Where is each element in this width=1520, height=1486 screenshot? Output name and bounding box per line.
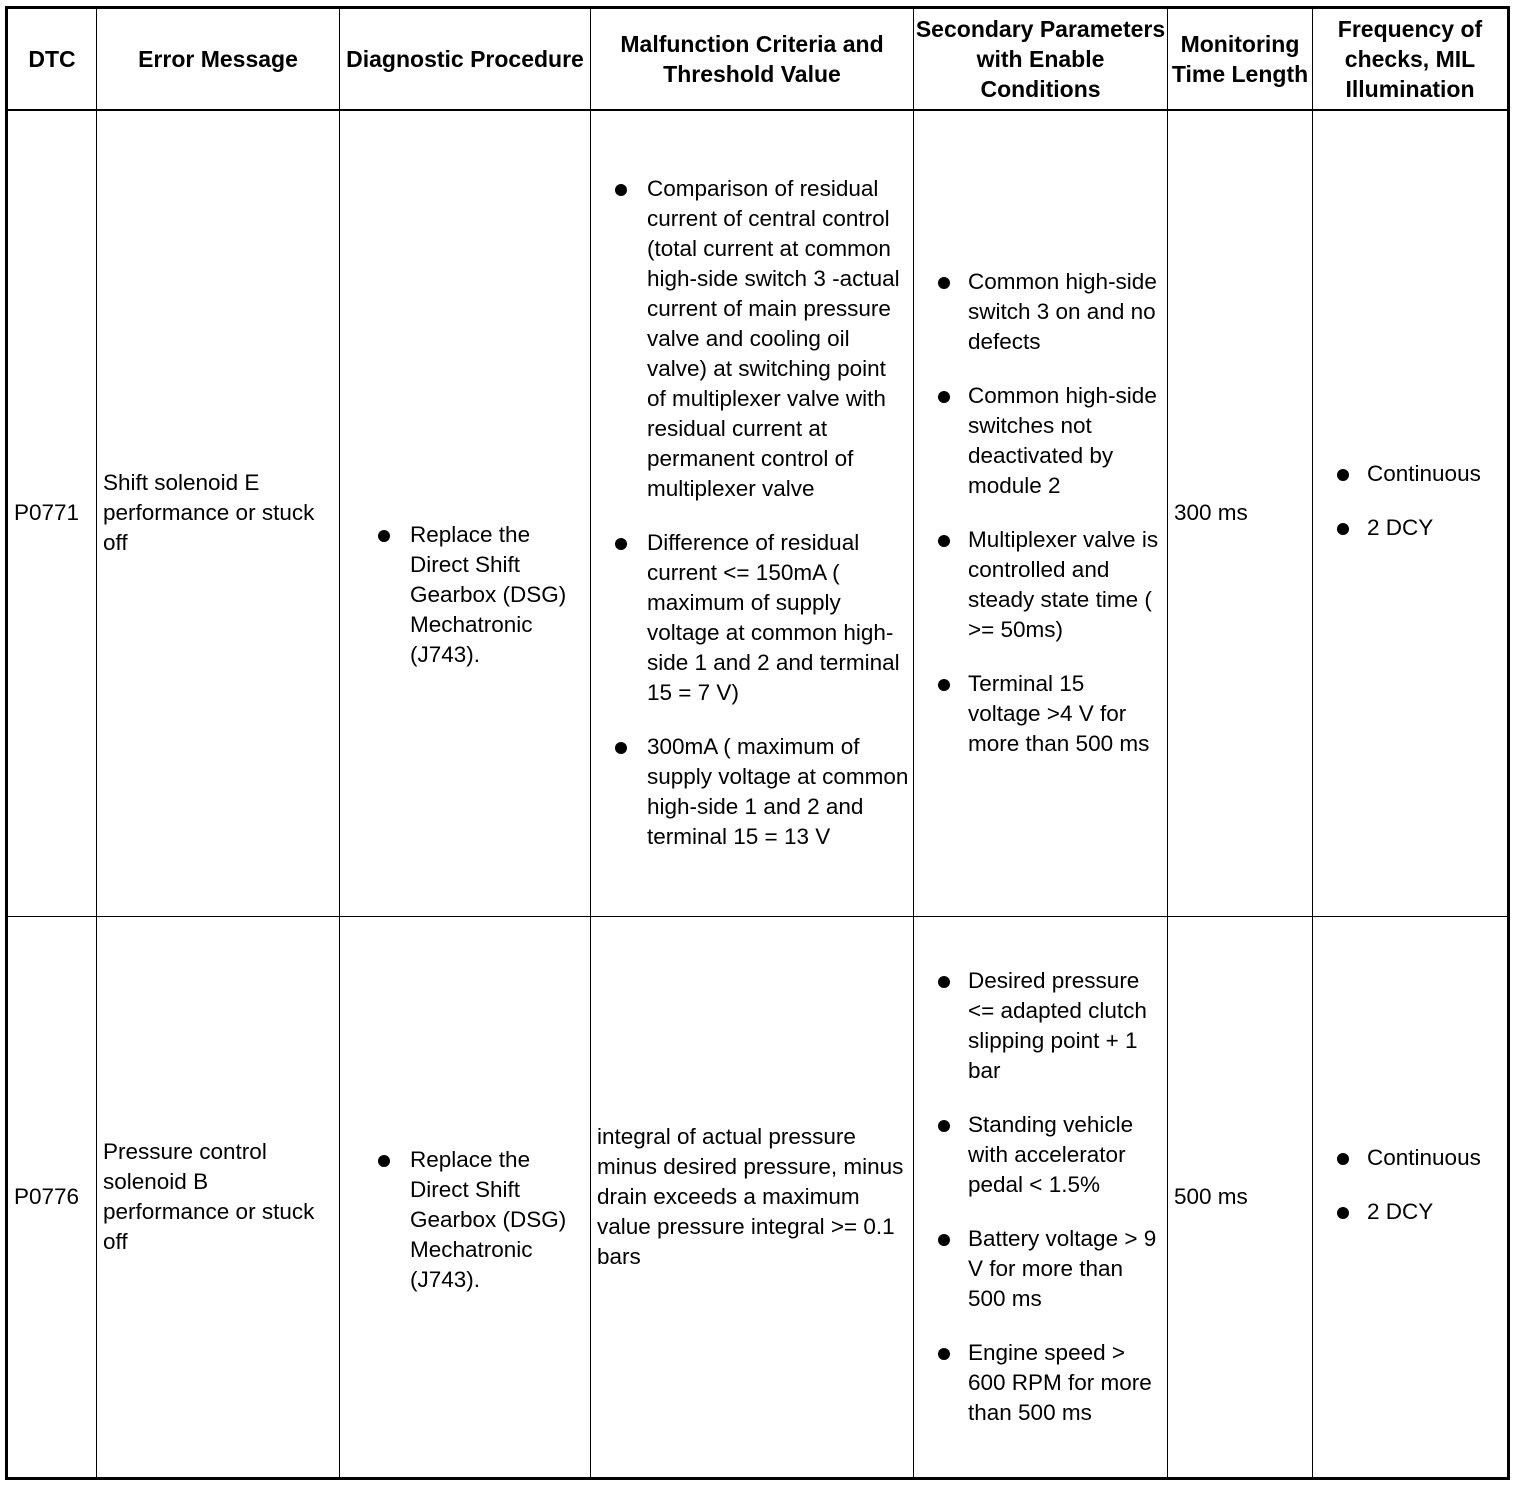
header-row xyxy=(7,8,1509,111)
list-item: Continuous xyxy=(1319,1143,1503,1173)
frequency xyxy=(1313,916,1509,1478)
header-dtc: DTC xyxy=(7,8,97,111)
header-secondary-parameters: Secondary Parameters with Enable Conditions xyxy=(914,8,1168,111)
table-row xyxy=(7,916,1509,1478)
list-item: Common high-side switches not deactivated by module 2 xyxy=(920,381,1163,501)
malfunction-criteria: integral of actual pressure minus desired pressure, minus drain exceeds a maximum value pressure integral >= 0.1 bars xyxy=(591,916,914,1478)
table-row xyxy=(7,110,1509,916)
diagnostic-procedure xyxy=(340,110,591,916)
list-item: 2 DCY xyxy=(1319,1197,1503,1227)
header-error-message: Error Message xyxy=(97,8,340,111)
list-item: 300mA ( maximum of supply voltage at common high-side 1 and 2 and terminal 15 = 13 V xyxy=(597,732,909,852)
list-item: Multiplexer valve is controlled and steady state time ( >= 50ms) xyxy=(920,525,1163,645)
header-malfunction-criteria: Malfunction Criteria and Threshold Value xyxy=(591,8,914,111)
error-message: Shift solenoid E performance or stuck off xyxy=(97,110,340,916)
list-item: Comparison of residual current of central control (total current at common high-side switch 3 -actual current of main pressure valve and cooling oil valve) at switching point of multiplexer valve with residual current at permanent control of multiplexer valve xyxy=(597,174,909,504)
header-diagnostic-procedure: Diagnostic Procedure xyxy=(340,8,591,111)
list-item: Replace the Direct Shift Gearbox (DSG) Mechatronic (J743). xyxy=(360,1145,586,1295)
header-monitoring-time: Monitoring Time Length xyxy=(1168,8,1313,111)
list-item: Standing vehicle with accelerator pedal < 1.5% xyxy=(920,1110,1163,1200)
list-item: Common high-side switch 3 on and no defects xyxy=(920,267,1163,357)
dtc-code: P0771 xyxy=(7,110,97,916)
list-item: 2 DCY xyxy=(1319,513,1503,543)
frequency xyxy=(1313,110,1509,916)
list-item: Terminal 15 voltage >4 V for more than 500 ms xyxy=(920,669,1163,759)
list-item: Continuous xyxy=(1319,459,1503,489)
list-item: Desired pressure <= adapted clutch slipping point + 1 bar xyxy=(920,966,1163,1086)
error-message: Pressure control solenoid B performance or stuck off xyxy=(97,916,340,1478)
list-item: Replace the Direct Shift Gearbox (DSG) Mechatronic (J743). xyxy=(360,520,586,670)
list-item: Engine speed > 600 RPM for more than 500 ms xyxy=(920,1338,1163,1428)
dtc-code: P0776 xyxy=(7,916,97,1478)
secondary-parameters xyxy=(914,110,1168,916)
secondary-parameters xyxy=(914,916,1168,1478)
monitoring-time: 500 ms xyxy=(1168,916,1313,1478)
monitoring-time: 300 ms xyxy=(1168,110,1313,916)
diagnostic-procedure xyxy=(340,916,591,1478)
list-item: Battery voltage > 9 V for more than 500 ms xyxy=(920,1224,1163,1314)
list-item: Difference of residual current <= 150mA ( maximum of supply voltage at common high-side 1 and 2 and terminal 15 = 7 V) xyxy=(597,528,909,708)
header-frequency: Frequency of checks, MIL Illumination xyxy=(1313,8,1509,111)
malfunction-criteria xyxy=(591,110,914,916)
dtc-table xyxy=(5,6,1510,1480)
